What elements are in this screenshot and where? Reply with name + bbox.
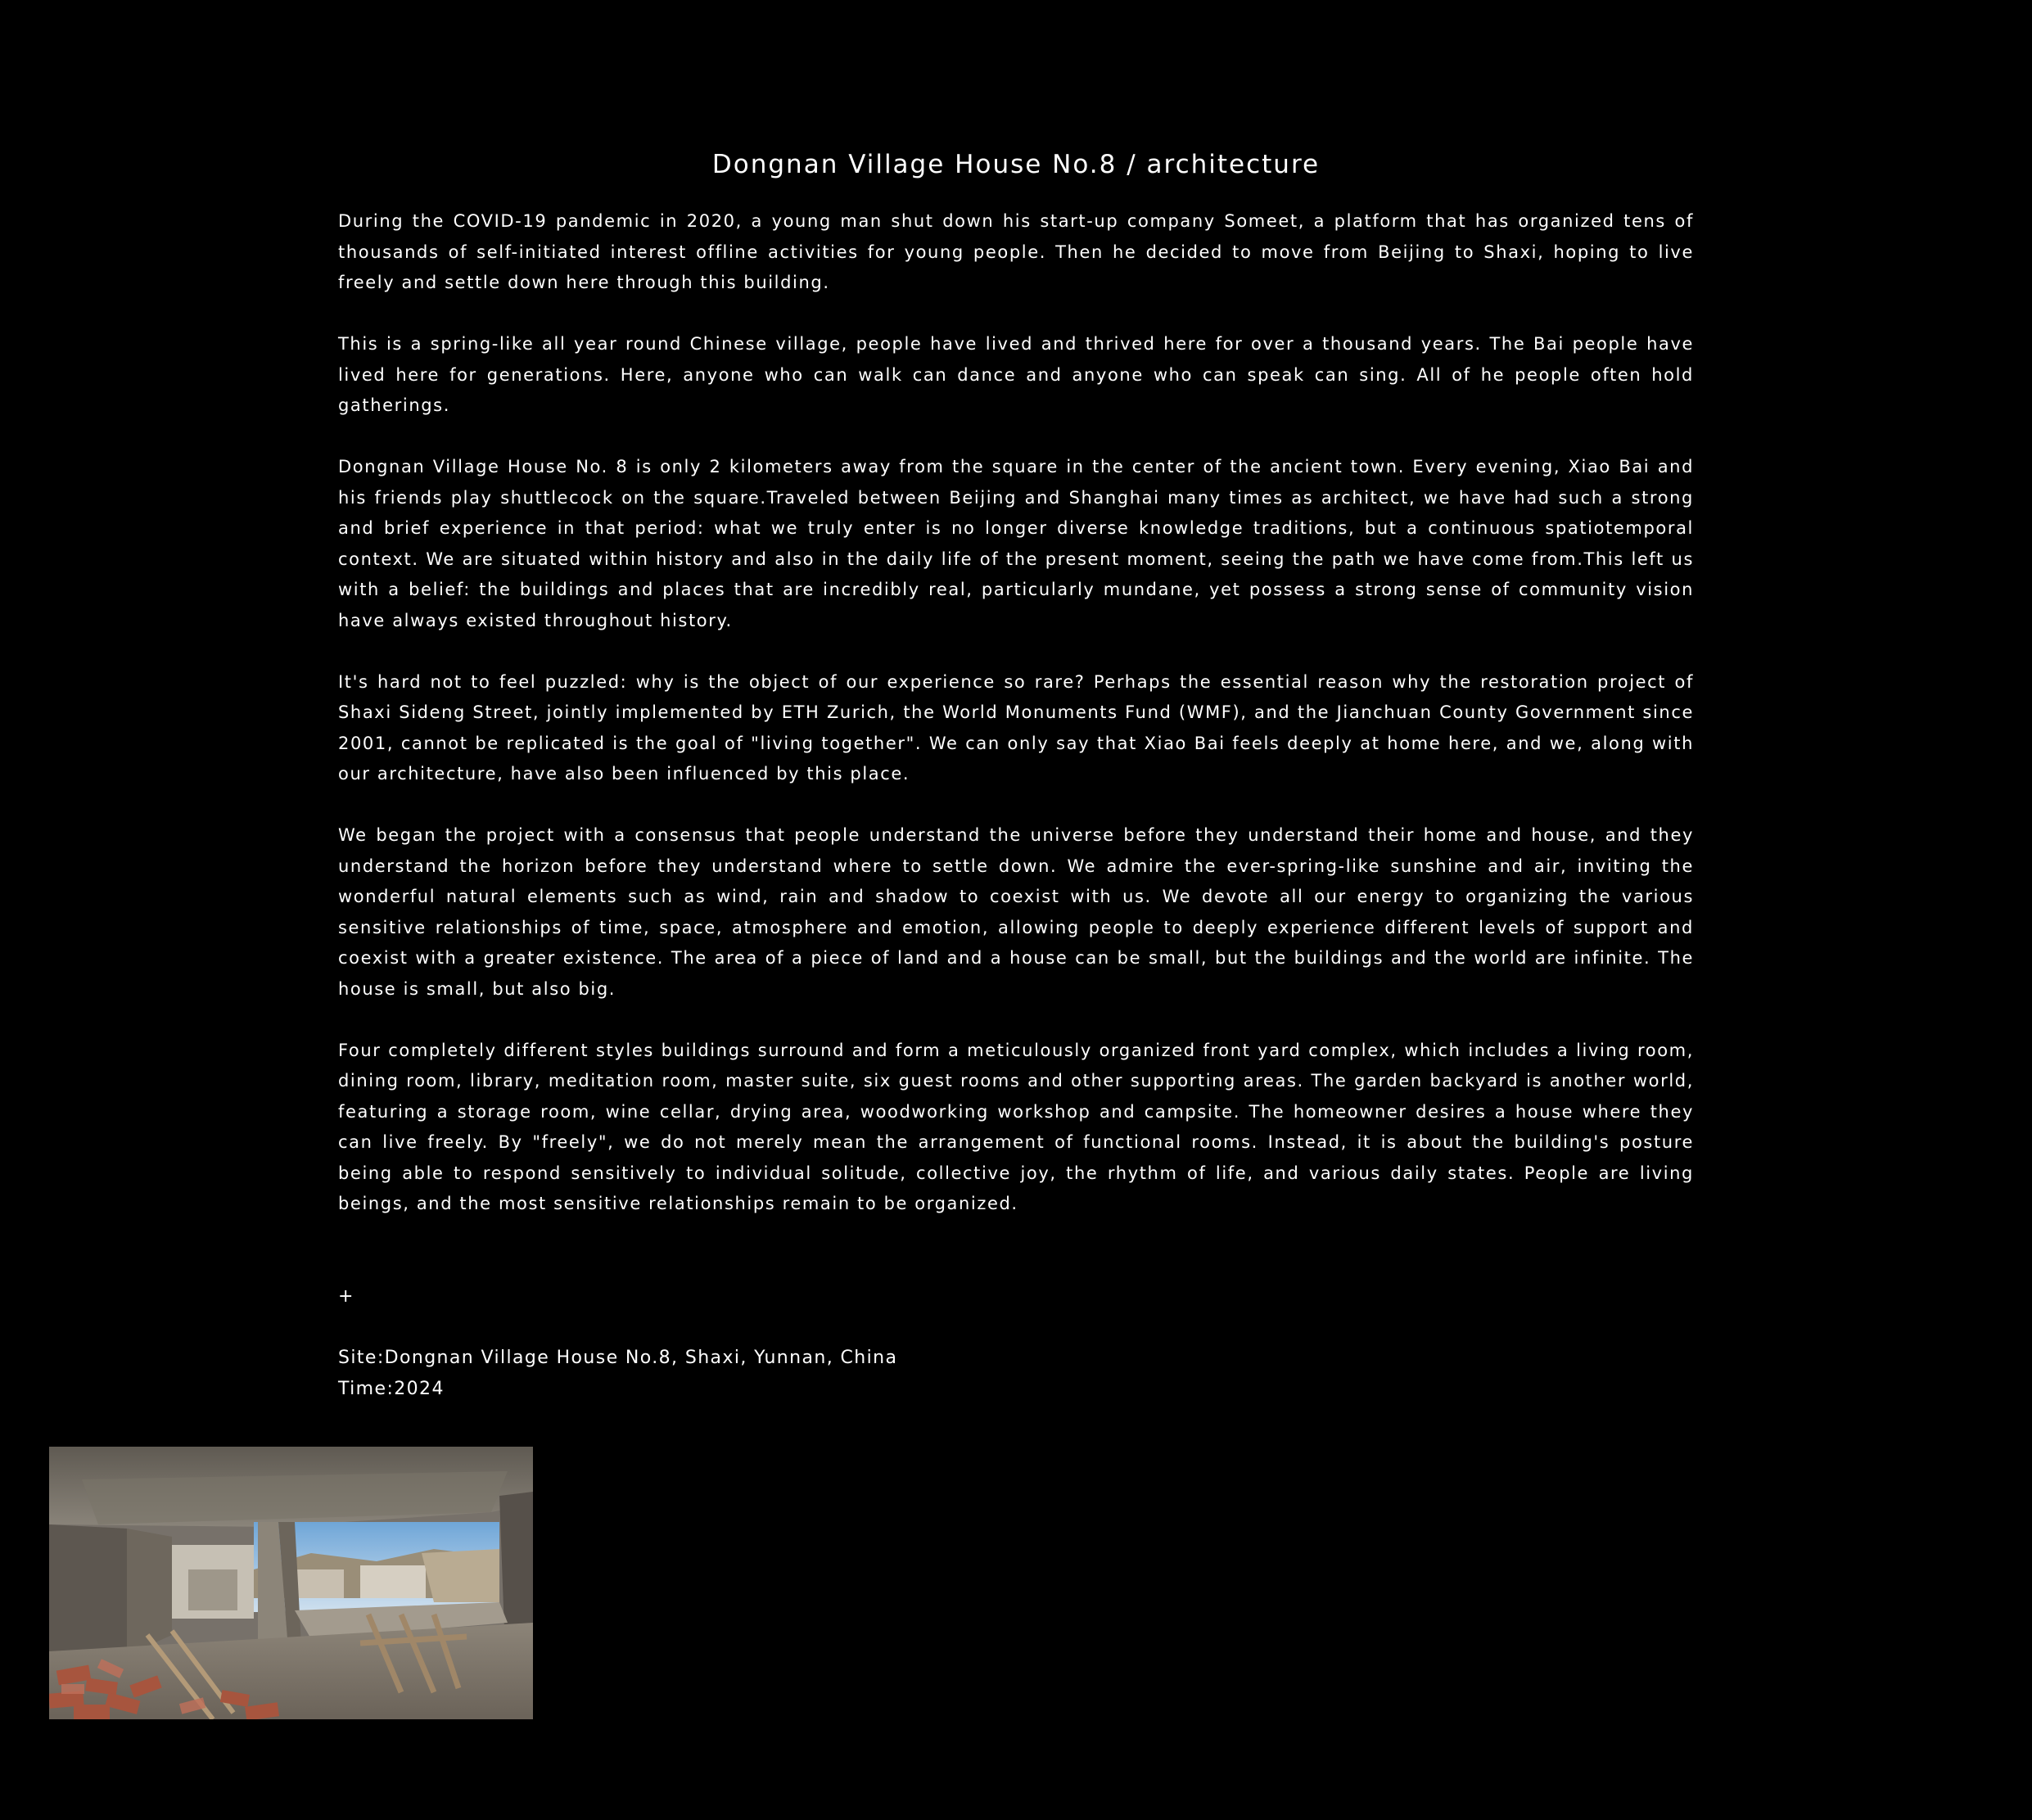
- construction-photo[interactable]: [49, 1447, 533, 1719]
- project-info: [338, 1281, 897, 1404]
- article-paragraph-3: Dongnan Village House No. 8 is only 2 kilometers away from the square in the center of the ancient town. Every evening, Xiao Bai and his friends play shuttlecock on the square.Traveled between Beijing and Shanghai many times as architect, we have had such a strong and brief experience in that period: what we truly enter is no longer diverse knowledge traditions, but a continuous spatiotemporal context. We are situated within history and also in the daily life of the present moment, seeing the path we have come from.This left us with a belief: the buildings and places that are incredibly real, particularly mundane, yet possess a strong sense of community vision have always existed throughout history.: [338, 457, 1694, 630]
- article-paragraph-5: We began the project with a consensus that people understand the universe before they understand their home and house, and they understand the horizon before they understand where to settle down. We admire the ever-spring-like sunshine and air, inviting the wonderful natural elements such as wind, rain and shadow to coexist with us. We devote all our energy to organizing the various sensitive relationships of time, space, atmosphere and emotion, allowing people to deeply experience different levels of support and coexist with a greater existence. The area of a piece of land and a house can be small, but the buildings and the world are infinite. The house is small, but also big.: [338, 825, 1694, 999]
- construction-site-photo-icon: [49, 1447, 533, 1719]
- time-line: Time:2024: [338, 1378, 445, 1399]
- article-paragraph-6: Four completely different styles buildings surround and form a meticulously organized front yard complex, which includes a living room, dining room, library, meditation room, master suite, six guest rooms and other supporting areas. The garden backyard is another world, featuring a storage room, wine cellar, drying area, woodworking workshop and campsite. The homeowner desires a house where they can live freely. By "freely", we do not merely mean the arrangement of functional rooms. Instead, it is about the building's posture being able to respond sensitively to individual solitude, collective joy, the rhythm of life, and various daily states. People are living beings, and the most sensitive relationships remain to be organized.: [338, 1040, 1694, 1213]
- article-paragraph-2: This is a spring-like all year round Chinese village, people have lived and thrived here for over a thousand years. The Bai people have lived here for generations. Here, anyone who can walk can dance and anyone who can speak can sing. All of he people often hold gatherings.: [338, 334, 1694, 415]
- article-paragraph-1: During the COVID-19 pandemic in 2020, a young man shut down his start-up company Someet, a platform that has organized tens of thousands of self-initiated interest offline activities for young people. Then he decided to move from Beijing to Shaxi, hoping to live freely and settle down here through this building.: [338, 211, 1694, 292]
- page-title: Dongnan Village House No.8 / architecture: [711, 150, 1321, 179]
- separator-plus: +: [338, 1286, 354, 1307]
- article-body: [338, 206, 1694, 1250]
- article-paragraph-4: It's hard not to feel puzzled: why is the object of our experience so rare? Perhaps the essential reason why the restoration project of Shaxi Sideng Street, jointly implemented by ETH Zurich, the World Monuments Fund (WMF), and the Jianchuan County Government since 2001, cannot be replicated is the goal of "living together". We can only say that Xiao Bai feels deeply at home here, and we, along with our architecture, have also been influenced by this place.: [338, 671, 1694, 784]
- site-line: Site:Dongnan Village House No.8, Shaxi, Yunnan, China: [338, 1348, 898, 1368]
